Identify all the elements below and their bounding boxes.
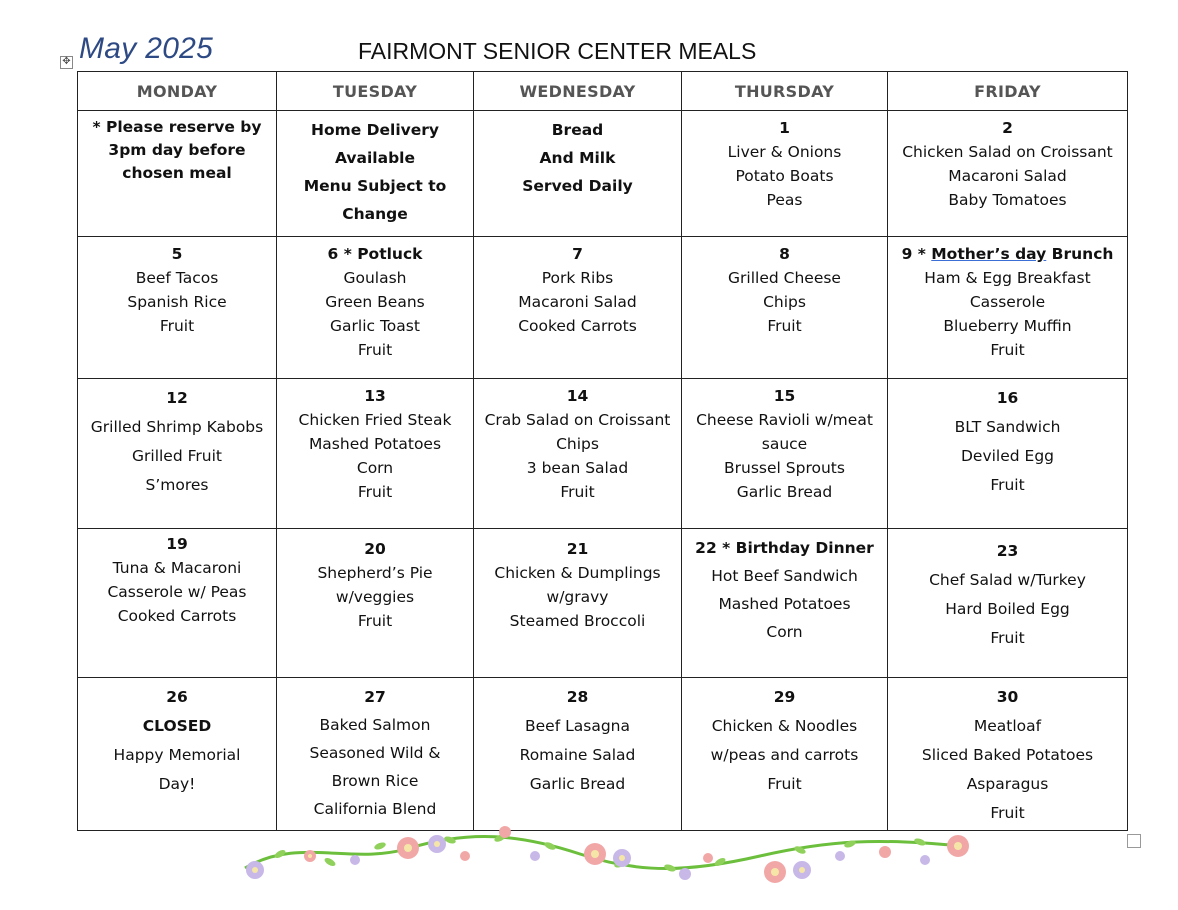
bread-note-cell xyxy=(474,111,682,237)
day-number: 20 xyxy=(364,540,386,558)
day-number: 12 xyxy=(166,389,188,407)
delivery-note-line: Menu Subject to xyxy=(303,177,447,195)
day-cell xyxy=(78,379,277,529)
menu-item: Chips xyxy=(763,293,806,311)
menu-item: Fruit xyxy=(990,341,1025,359)
menu-item: Casserole xyxy=(969,293,1046,311)
flower-vine-garland-icon xyxy=(240,826,980,888)
menu-item: Cooked Carrots xyxy=(117,607,237,625)
menu-item: Cheese Ravioli w/meat xyxy=(696,411,873,429)
menu-item: Grilled Fruit xyxy=(132,447,222,465)
menu-item: Tuna & Macaroni xyxy=(112,559,242,577)
menu-item: Macaroni Salad xyxy=(948,167,1067,185)
menu-item: Sliced Baked Potatoes xyxy=(921,746,1094,764)
menu-item: Chicken Salad on Croissant xyxy=(902,143,1113,161)
menu-item: Baby Tomatoes xyxy=(948,191,1067,209)
menu-item: Beef Lasagna xyxy=(525,717,630,735)
day-cell xyxy=(682,237,888,379)
day-number: 26 xyxy=(166,688,188,706)
page-title: FAIRMONT SENIOR CENTER MEALS xyxy=(358,38,757,64)
menu-item: Chips xyxy=(556,435,599,453)
menu-item: Fruit xyxy=(990,629,1025,647)
menu-item: Chicken & Dumplings xyxy=(494,564,661,582)
menu-item: Fruit xyxy=(767,317,802,335)
menu-item: Goulash xyxy=(343,269,407,287)
day-cell xyxy=(682,678,888,831)
menu-item: California Blend xyxy=(313,800,437,818)
menu-item: Chicken & Noodles xyxy=(711,717,858,735)
menu-item: Fruit xyxy=(357,341,393,359)
menu-item: Corn xyxy=(356,459,394,477)
day-cell xyxy=(277,678,474,831)
day-number: 1 xyxy=(779,119,790,137)
menu-item: Casserole w/ Peas xyxy=(107,583,247,601)
menu-item: Spanish Rice xyxy=(127,293,227,311)
bread-note-line: And Milk xyxy=(539,149,616,167)
menu-item: Fruit xyxy=(357,483,393,501)
reserve-note-cell xyxy=(78,111,277,237)
header-wednesday: WEDNESDAY xyxy=(474,72,682,111)
menu-item: Green Beans xyxy=(325,293,425,311)
table-row xyxy=(78,678,1128,831)
day-cell xyxy=(474,379,682,529)
menu-item: Shepherd’s Pie xyxy=(317,564,433,582)
menu-item: Romaine Salad xyxy=(519,746,636,764)
bread-note-line: Bread xyxy=(551,121,604,139)
header-tuesday: TUESDAY xyxy=(277,72,474,111)
menu-item: Garlic Bread xyxy=(529,775,626,793)
day-number: 19 xyxy=(166,535,188,553)
menu-item: Pork Ribs xyxy=(541,269,614,287)
menu-item: 3 bean Salad xyxy=(526,459,629,477)
menu-item: Brussel Sprouts xyxy=(724,459,845,477)
menu-item: Mashed Potatoes xyxy=(308,435,442,453)
meal-calendar-table xyxy=(77,71,1128,831)
menu-item: S’mores xyxy=(145,476,209,494)
day-cell xyxy=(277,529,474,678)
table-row xyxy=(78,237,1128,379)
menu-item: Chicken Fried Steak xyxy=(298,411,452,429)
menu-item: w/gravy xyxy=(546,588,609,606)
day-cell xyxy=(474,529,682,678)
menu-item: Grilled Shrimp Kabobs xyxy=(90,418,264,436)
menu-item: Day! xyxy=(158,775,196,793)
menu-item: Hard Boiled Egg xyxy=(945,600,1070,618)
menu-item: Fruit xyxy=(159,317,195,335)
menu-item: Asparagus xyxy=(966,775,1049,793)
day-cell xyxy=(682,379,888,529)
day-cell xyxy=(78,678,277,831)
reserve-note-line: chosen meal xyxy=(122,164,232,182)
menu-item: w/peas and carrots xyxy=(710,746,859,764)
day-number: 28 xyxy=(566,688,589,706)
day-number: 23 xyxy=(996,542,1019,560)
day-number: 6 * Potluck xyxy=(327,245,423,263)
menu-item: Grilled Cheese xyxy=(728,269,841,287)
day-number: 9 * xyxy=(901,245,932,263)
menu-item: Brown Rice xyxy=(331,772,419,790)
menu-item: Peas xyxy=(766,191,803,209)
menu-item: Baked Salmon xyxy=(319,716,431,734)
day-cell xyxy=(888,678,1128,831)
day-cell xyxy=(682,529,888,678)
day-number: 14 xyxy=(566,387,589,405)
menu-item: BLT Sandwich xyxy=(954,418,1061,436)
menu-item: Meatloaf xyxy=(973,717,1042,735)
menu-item: Fruit xyxy=(560,483,595,501)
event-name: Mother’s day xyxy=(931,245,1047,263)
day-cell xyxy=(474,237,682,379)
menu-item: sauce xyxy=(761,435,808,453)
table-row xyxy=(78,111,1128,237)
reserve-note-line: 3pm day before xyxy=(108,141,246,159)
menu-item: Garlic Toast xyxy=(330,317,420,335)
day-number: 5 xyxy=(171,245,183,263)
day-heading xyxy=(888,242,1127,266)
menu-item: Cooked Carrots xyxy=(518,317,637,335)
menu-item: Fruit xyxy=(357,612,393,630)
day-cell xyxy=(888,379,1128,529)
move-arrows-icon[interactable]: ✥ xyxy=(60,56,73,69)
delivery-note-cell xyxy=(277,111,474,237)
day-number: 29 xyxy=(773,688,796,706)
bread-note-line: Served Daily xyxy=(522,177,633,195)
menu-item: Macaroni Salad xyxy=(518,293,637,311)
day-number: 15 xyxy=(773,387,796,405)
day-number: 30 xyxy=(996,688,1019,706)
day-cell xyxy=(888,111,1128,237)
day-number: 2 xyxy=(1002,119,1013,137)
day-number: 8 xyxy=(779,245,790,263)
day-cell xyxy=(682,111,888,237)
reserve-note-line: * Please reserve by xyxy=(92,118,262,136)
menu-item: w/veggies xyxy=(335,588,415,606)
day-number: 27 xyxy=(364,688,386,706)
day-cell xyxy=(888,237,1128,379)
menu-item: Fruit xyxy=(767,775,802,793)
menu-item: Mashed Potatoes xyxy=(718,595,851,613)
day-cell xyxy=(474,678,682,831)
day-number: 22 * Birthday Dinner xyxy=(695,539,874,557)
menu-item: Steamed Broccoli xyxy=(509,612,646,630)
menu-item: Seasoned Wild & xyxy=(309,744,441,762)
menu-item: Beef Tacos xyxy=(135,269,219,287)
day-cell xyxy=(78,529,277,678)
menu-item: Crab Salad on Croissant xyxy=(484,411,671,429)
delivery-note-line: Change xyxy=(342,205,408,223)
menu-item: Chef Salad w/Turkey xyxy=(929,571,1086,589)
menu-item: Ham & Egg Breakfast xyxy=(924,269,1091,287)
day-cell xyxy=(277,379,474,529)
day-number: 21 xyxy=(566,540,589,558)
header-monday: MONDAY xyxy=(78,72,277,111)
table-row xyxy=(78,529,1128,678)
closed-label: CLOSED xyxy=(142,717,212,735)
resize-square-icon[interactable] xyxy=(1127,834,1141,848)
event-suffix: Brunch xyxy=(1046,245,1114,263)
menu-item: Blueberry Muffin xyxy=(943,317,1072,335)
day-cell xyxy=(78,237,277,379)
menu-item: Corn xyxy=(766,623,803,641)
month-title: May 2025 xyxy=(79,32,214,65)
header-friday: FRIDAY xyxy=(888,72,1128,111)
table-row xyxy=(78,379,1128,529)
day-cell xyxy=(888,529,1128,678)
day-cell xyxy=(277,237,474,379)
menu-item: Liver & Onions xyxy=(727,143,842,161)
delivery-note-line: Home Delivery xyxy=(310,121,440,139)
day-number: 7 xyxy=(572,245,583,263)
menu-item: Potato Boats xyxy=(735,167,834,185)
weekday-header-row xyxy=(78,72,1128,111)
menu-item: Happy Memorial xyxy=(113,746,241,764)
menu-item: Deviled Egg xyxy=(960,447,1055,465)
header-thursday: THURSDAY xyxy=(682,72,888,111)
day-number: 13 xyxy=(364,387,386,405)
menu-item: Hot Beef Sandwich xyxy=(711,567,858,585)
menu-item: Fruit xyxy=(990,804,1025,822)
day-number: 16 xyxy=(996,389,1019,407)
menu-item: Fruit xyxy=(990,476,1025,494)
menu-item: Garlic Bread xyxy=(736,483,833,501)
delivery-note-line: Available xyxy=(334,149,415,167)
